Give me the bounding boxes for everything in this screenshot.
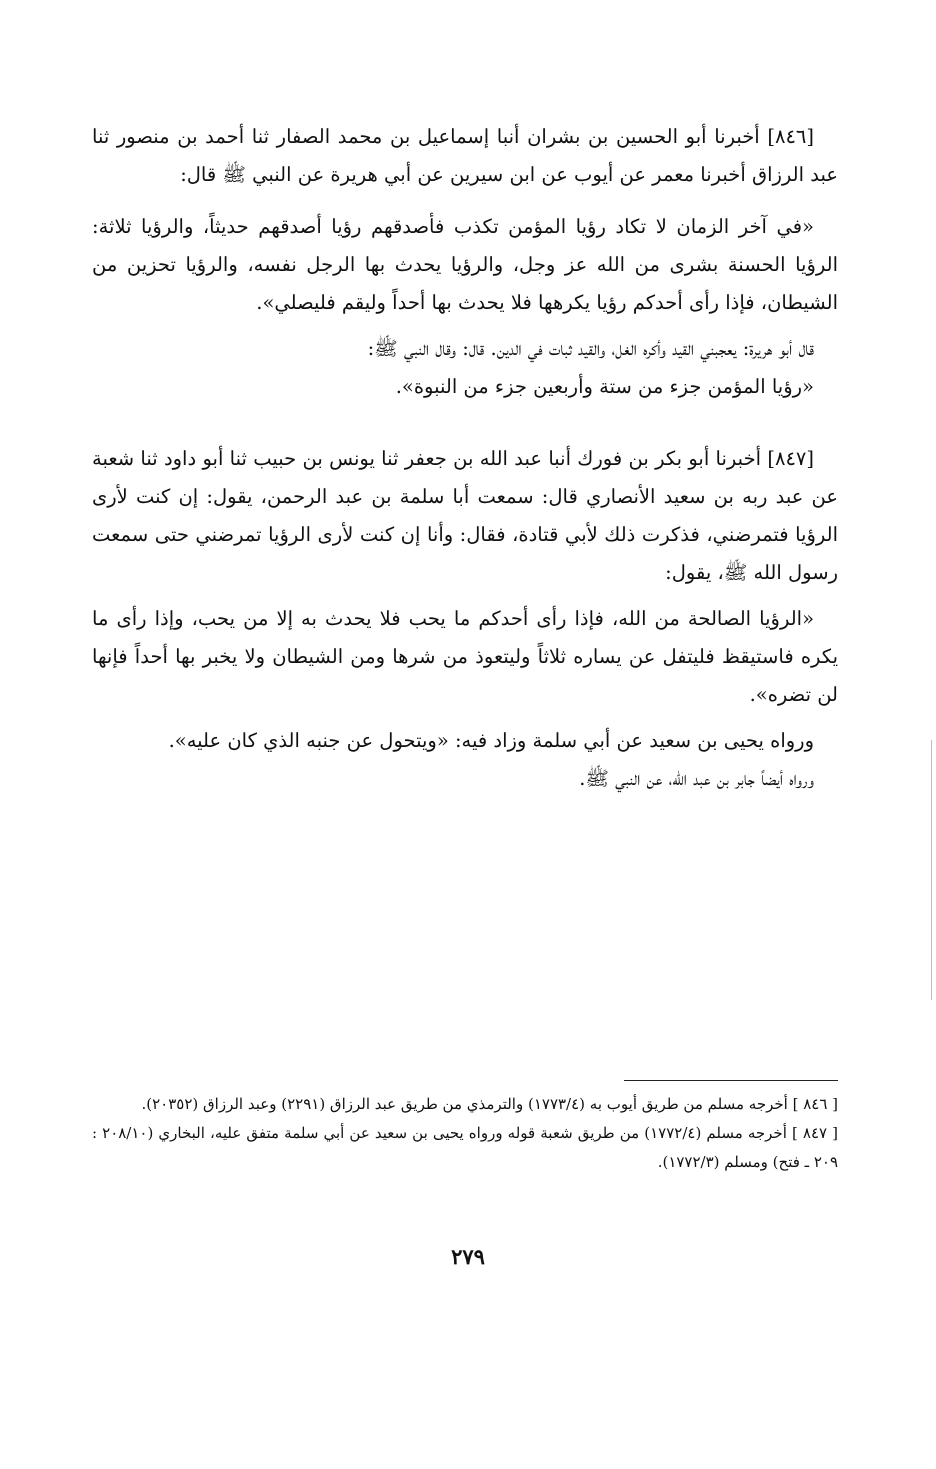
hadith-846-matn: «في آخر الزمان لا تكاد رؤيا المؤمن تكذب فأصدقهم رؤيا أصدقهم حديثاً، والرؤيا ثلاثة: الرؤيا الحسنة بشرى من الله عز وجل، والرؤيا يحدث بها الرجل نفسه، والرؤيا تحزين من الشيطان، فإذا رأى أحدكم رؤيا يكرهها فلا يحدث بها أحداً وليقم فليصلي». [92,215,838,314]
hadith-846-isnad: [٨٤٦] أخبرنا أبو الحسين بن بشران أنبا إسماعيل بن محمد الصفار ثنا أحمد بن منصور ثنا عبد الرزاق أخبرنا معمر عن أيوب عن ابن سيرين عن أبي هريرة عن النبي ﷺ قال: [92,125,838,186]
footnote-divider [624,1080,838,1081]
hadith-846-matn-2: «رؤيا المؤمن جزء من ستة وأربعين جزء من النبوة». [395,375,814,398]
main-text [92,118,838,798]
footnotes [92,1090,838,1177]
footnote-847: [ ٨٤٧ ] أخرجه مسلم (١٧٧٢/٤) من طريق شعبة قوله ورواه يحيى بن سعيد عن أبي سلمة متفق عليه، البخاري (٢٠٨/١٠ : ٢٠٩ ـ فتح) ومسلم (١٧٧٢/٣). [92,1124,838,1171]
hadith-847-isnad: [٨٤٧] أخبرنا أبو بكر بن فورك أنبا عبد الله بن جعفر ثنا يونس بن حبيب ثنا أبو داود ثنا شعبة عن عبد ربه بن سعيد الأنصاري قال: سمعت أبا سلمة بن عبد الرحمن، يقول: إن كنت لأرى الرؤيا فتمرضني، فذكرت ذلك لأبي قتادة، فقال: وأنا إن كنت لأرى الرؤيا تمرضني حتى سمعت رسول الله ﷺ، يقول: [92,447,838,584]
footnote-846: [ ٨٤٦ ] أخرجه مسلم من طريق أيوب به (١٧٧٣/٤) والترمذي من طريق عبد الرزاق (٢٢٩١) وعبد الرزاق (٢٠٣٥٢). [141,1095,838,1113]
riwaya-yahya: ورواه يحيى بن سعيد عن أبي سلمة وزاد فيه: «ويتحول عن جنبه الذي كان عليه». [168,729,814,752]
riwaya-jabir: ورواه أيضاً جابر بن عبد الله، عن النبي ﷺ. [579,767,814,790]
scan-edge-mark [931,740,932,1000]
page-number: ٢٧٩ [451,1244,485,1269]
hadith-847-matn: «الرؤيا الصالحة من الله، فإذا رأى أحدكم ما يحب فلا يحدث به إلا من يحب، وإذا رأى ما يكره فاستيقظ فليتفل عن يساره ثلاثاً وليتعوذ من شرها ومن الشيطان ولا يخبر بها أحداً فإنها لن تضره». [92,607,838,706]
abu-hurayra-statement: قال أبو هريرة: يعجبني القيد وأكره الغل، والقيد ثبات في الدين. قال: وقال النبي ﷺ: [367,337,814,360]
